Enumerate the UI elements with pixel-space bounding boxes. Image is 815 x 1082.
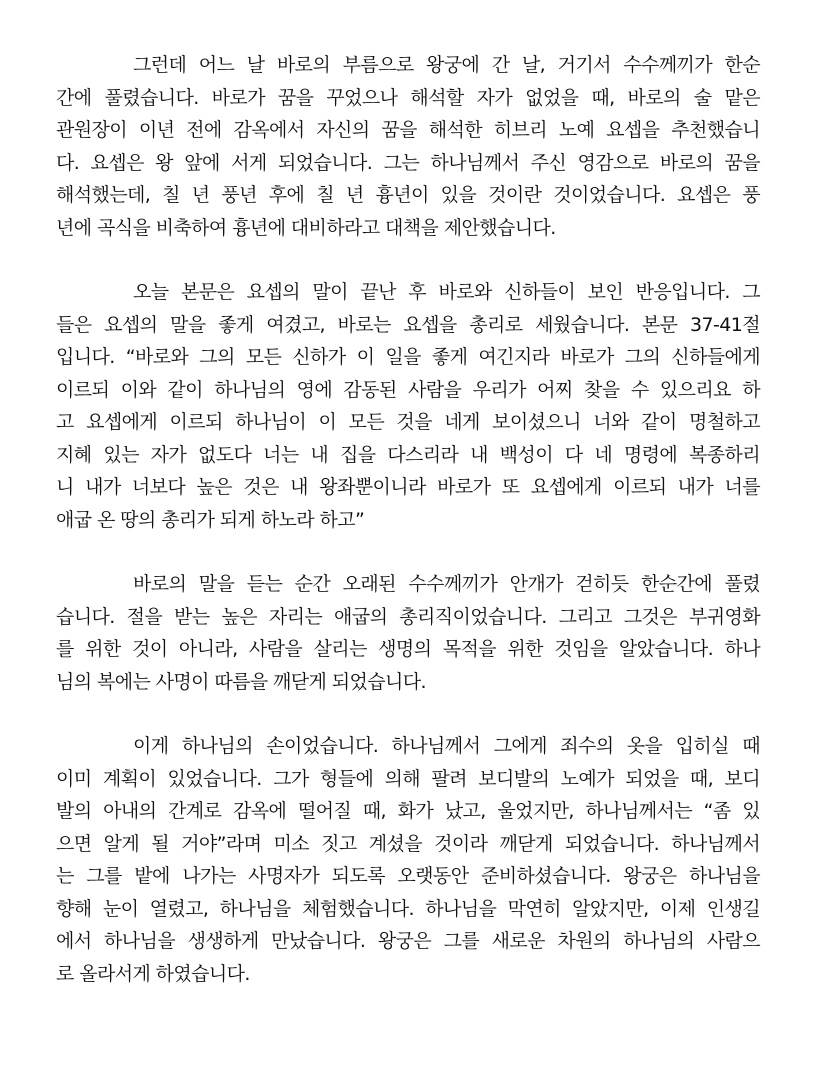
text-line: 년에 곡식을 비축하여 흉년에 대비하라고 대책을 제안했습니다. [56,216,556,239]
paragraph-3 [56,568,760,698]
paragraph-1 [56,49,760,244]
text-line: 으면 알게 될 거야”라며 미소 짓고 계셨을 것이라 깨닫게 되었습니다. 하나님께서 [56,832,760,855]
text-line: 그런데 어느 날 바로의 부름으로 왕궁에 간 날, 거기서 수수께끼가 한순 [133,54,760,76]
text-line: 는 그를 밭에 나가는 사명자가 되도록 오랫동안 준비하셨습니다. 왕궁은 하나님을 [56,865,760,887]
text-line: 관원장이 이년 전에 감옥에서 자신의 꿈을 해석한 히브리 노예 요셉을 추천했습니 [56,119,760,141]
text-line: 해석했는데, 칠 년 풍년 후에 칠 년 흉년이 있을 것이란 것이었습니다. 요셉은 풍 [56,184,760,206]
text-line: 이게 하나님의 손이었습니다. 하나님께서 그에게 죄수의 옷을 입히실 때 [133,735,760,757]
paragraph-2 [56,276,760,536]
text-line: 다. 요셉은 왕 앞에 서게 되었습니다. 그는 하나님께서 주신 영감으로 바로의 꿈을 [56,151,760,174]
text-line: 고 요셉에게 이르되 하나님이 이 모든 것을 네게 보이셨으니 너와 같이 명철하고 [56,411,760,433]
text-line: 습니다. 절을 받는 높은 자리는 애굽의 총리직이었습니다. 그리고 그것은 부귀영화 [56,605,760,628]
text-line: 입니다. “바로와 그의 모든 신하가 이 일을 좋게 여긴지라 바로가 그의 신하들에게 [56,346,760,368]
text-line: 를 위한 것이 아니라, 사람을 살리는 생명의 목적을 위한 것임을 알았습니다. 하나 [56,638,760,660]
text-line: 지혜 있는 자가 없도다 너는 내 집을 다스리라 내 백성이 다 네 명령에 복종하리 [56,443,760,466]
text-line: 이르되 이와 같이 하나님의 영에 감동된 사람을 우리가 어찌 찾을 수 있으리요 하 [56,378,760,401]
text-line: 니 내가 너보다 높은 것은 내 왕좌뿐이니라 바로가 또 요셉에게 이르되 내가 너를 [56,476,760,498]
text-line: 바로의 말을 듣는 순간 오래된 수수께끼가 안개가 걷히듯 한순간에 풀렸 [133,573,760,595]
text-line: 향해 눈이 열렸고, 하나님을 체험했습니다. 하나님을 막연히 알았지만, 이제 인생길 [56,897,760,920]
paragraph-4 [56,730,760,990]
text-line: 애굽 온 땅의 총리가 되게 하노라 하고” [56,508,365,531]
text-line: 들은 요셉의 말을 좋게 여겼고, 바로는 요셉을 총리로 세웠습니다. 본문 37-41절 [56,313,760,336]
text-line: 에서 하나님을 생생하게 만났습니다. 왕궁은 그를 새로운 차원의 하나님의 사람으 [56,930,760,952]
document-page [56,49,760,1022]
text-line: 로 올라서게 하였습니다. [56,962,250,985]
text-line: 오늘 본문은 요셉의 말이 끝난 후 바로와 신하들이 보인 반응입니다. 그 [133,281,760,303]
text-line: 님의 복에는 사명이 따름을 깨닫게 되었습니다. [56,670,426,693]
text-line: 이미 계획이 있었습니다. 그가 형들에 의해 팔려 보디발의 노예가 되었을 때, 보디 [56,767,760,790]
text-line: 간에 풀렸습니다. 바로가 꿈을 꾸었으나 해석할 자가 없었을 때, 바로의 술 맡은 [56,86,760,109]
text-line: 발의 아내의 간계로 감옥에 떨어질 때, 화가 났고, 울었지만, 하나님께서는 “좀 있 [56,800,760,822]
